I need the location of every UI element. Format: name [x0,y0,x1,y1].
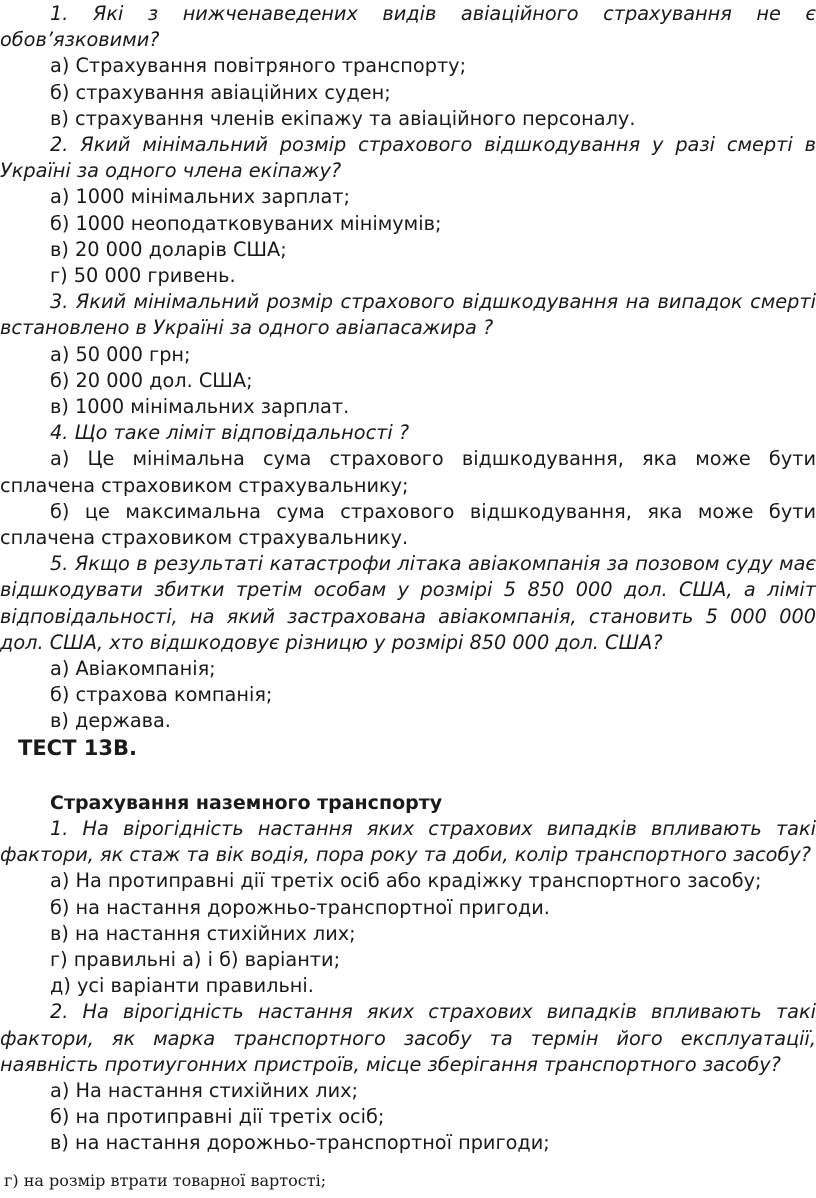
answer-5c: в) держава. [50,709,171,733]
section-title: Страхування наземного транспорту [50,792,443,814]
answer-2a: а) На настання стихійних лих; [50,1079,359,1103]
answer-1b: б) страхування авіаційних суден; [50,80,391,104]
answer-2d: г) 50 000 гривень. [50,264,236,288]
answer-2b: б) на протиправні дії третіх осіб; [50,1105,385,1129]
answer-1a: а) На протиправні дії третіх осіб або крадіжку транспортного засобу; [50,869,762,893]
question-4: 4. Що таке ліміт відповідальності ? [50,421,410,445]
question-2: 2. На вірогідність настання яких страхових випадків впливають такі фактори, як марка транспортного засобу та термін його експлуатації, наявність протиугонних пристроїв, місце зберігання транспортного засобу? [0,1000,816,1076]
question-5: 5. Якщо в результаті катастрофи літака авіакомпанія за позовом суду має відшкодувати збитки третім особам у розмірі 5 850 000 дол. США, а ліміт відповідальності, на який застрахована авіакомпанія, становить 5 000 000 дол. США, хто відшкодовує різницю у розмірі 850 000 дол. США? [0,552,816,654]
aviation-questions [0,1,816,735]
answer-3b: б) 20 000 дол. США; [50,368,253,392]
answer-5b: б) страхова компанія; [50,683,273,707]
answer-2c: в) на настання дорожньо-транспортної пригоди; [50,1131,550,1155]
answer-1c: в) на настання стихійних лих; [50,921,356,945]
test-title: ТЕСТ 13В. [18,736,137,760]
answer-1a: а) Страхування повітряного транспорту; [50,54,467,78]
answer-1e: д) усі варіанти правильні. [50,974,314,998]
answer-2d: г) на розмір втрати товарної вартості; [4,1171,327,1190]
answer-3c: в) 1000 мінімальних зарплат. [50,395,350,419]
question-2: 2. Який мінімальний розмір страхового відшкодування у разі смерті в Україні за одного члена екіпажу? [0,133,816,183]
answer-1b: б) на настання дорожньо-транспортної пригоди. [50,895,550,919]
ground-transport-questions [0,816,816,1157]
answer-1c: в) страхування членів екіпажу та авіаційного персоналу. [50,106,636,130]
question-1: 1. Які з нижченаведених видів авіаційного страхування не є обов’язковими? [0,2,816,52]
answer-1d: г) правильні а) і б) варіанти; [50,948,341,972]
answer-2b: б) 1000 неоподатковуваних мінімумів; [50,211,442,235]
answer-4b: б) це максимальна сума страхового відшкодування, яка може бути сплачена страховиком страхувальнику. [0,499,816,550]
question-1: 1. На вірогідність настання яких страхових випадків впливають такі фактори, як стаж та вік водія, пора року та доби, колір транспортного засобу? [0,817,816,867]
answer-5a: а) Авіакомпанія; [50,657,216,681]
answer-2a: а) 1000 мінімальних зарплат; [50,185,351,209]
answer-4a: а) Це мінімальна сума страхового відшкодування, яка може бути сплачена страховиком страхувальнику; [0,447,816,497]
question-3: 3. Який мінімальний розмір страхового відшкодування на випадок смерті встановлено в Україні за одного авіапасажира ? [0,290,816,340]
answer-2c: в) 20 000 доларів США; [50,237,287,261]
answer-3a: а) 50 000 грн; [50,342,191,366]
